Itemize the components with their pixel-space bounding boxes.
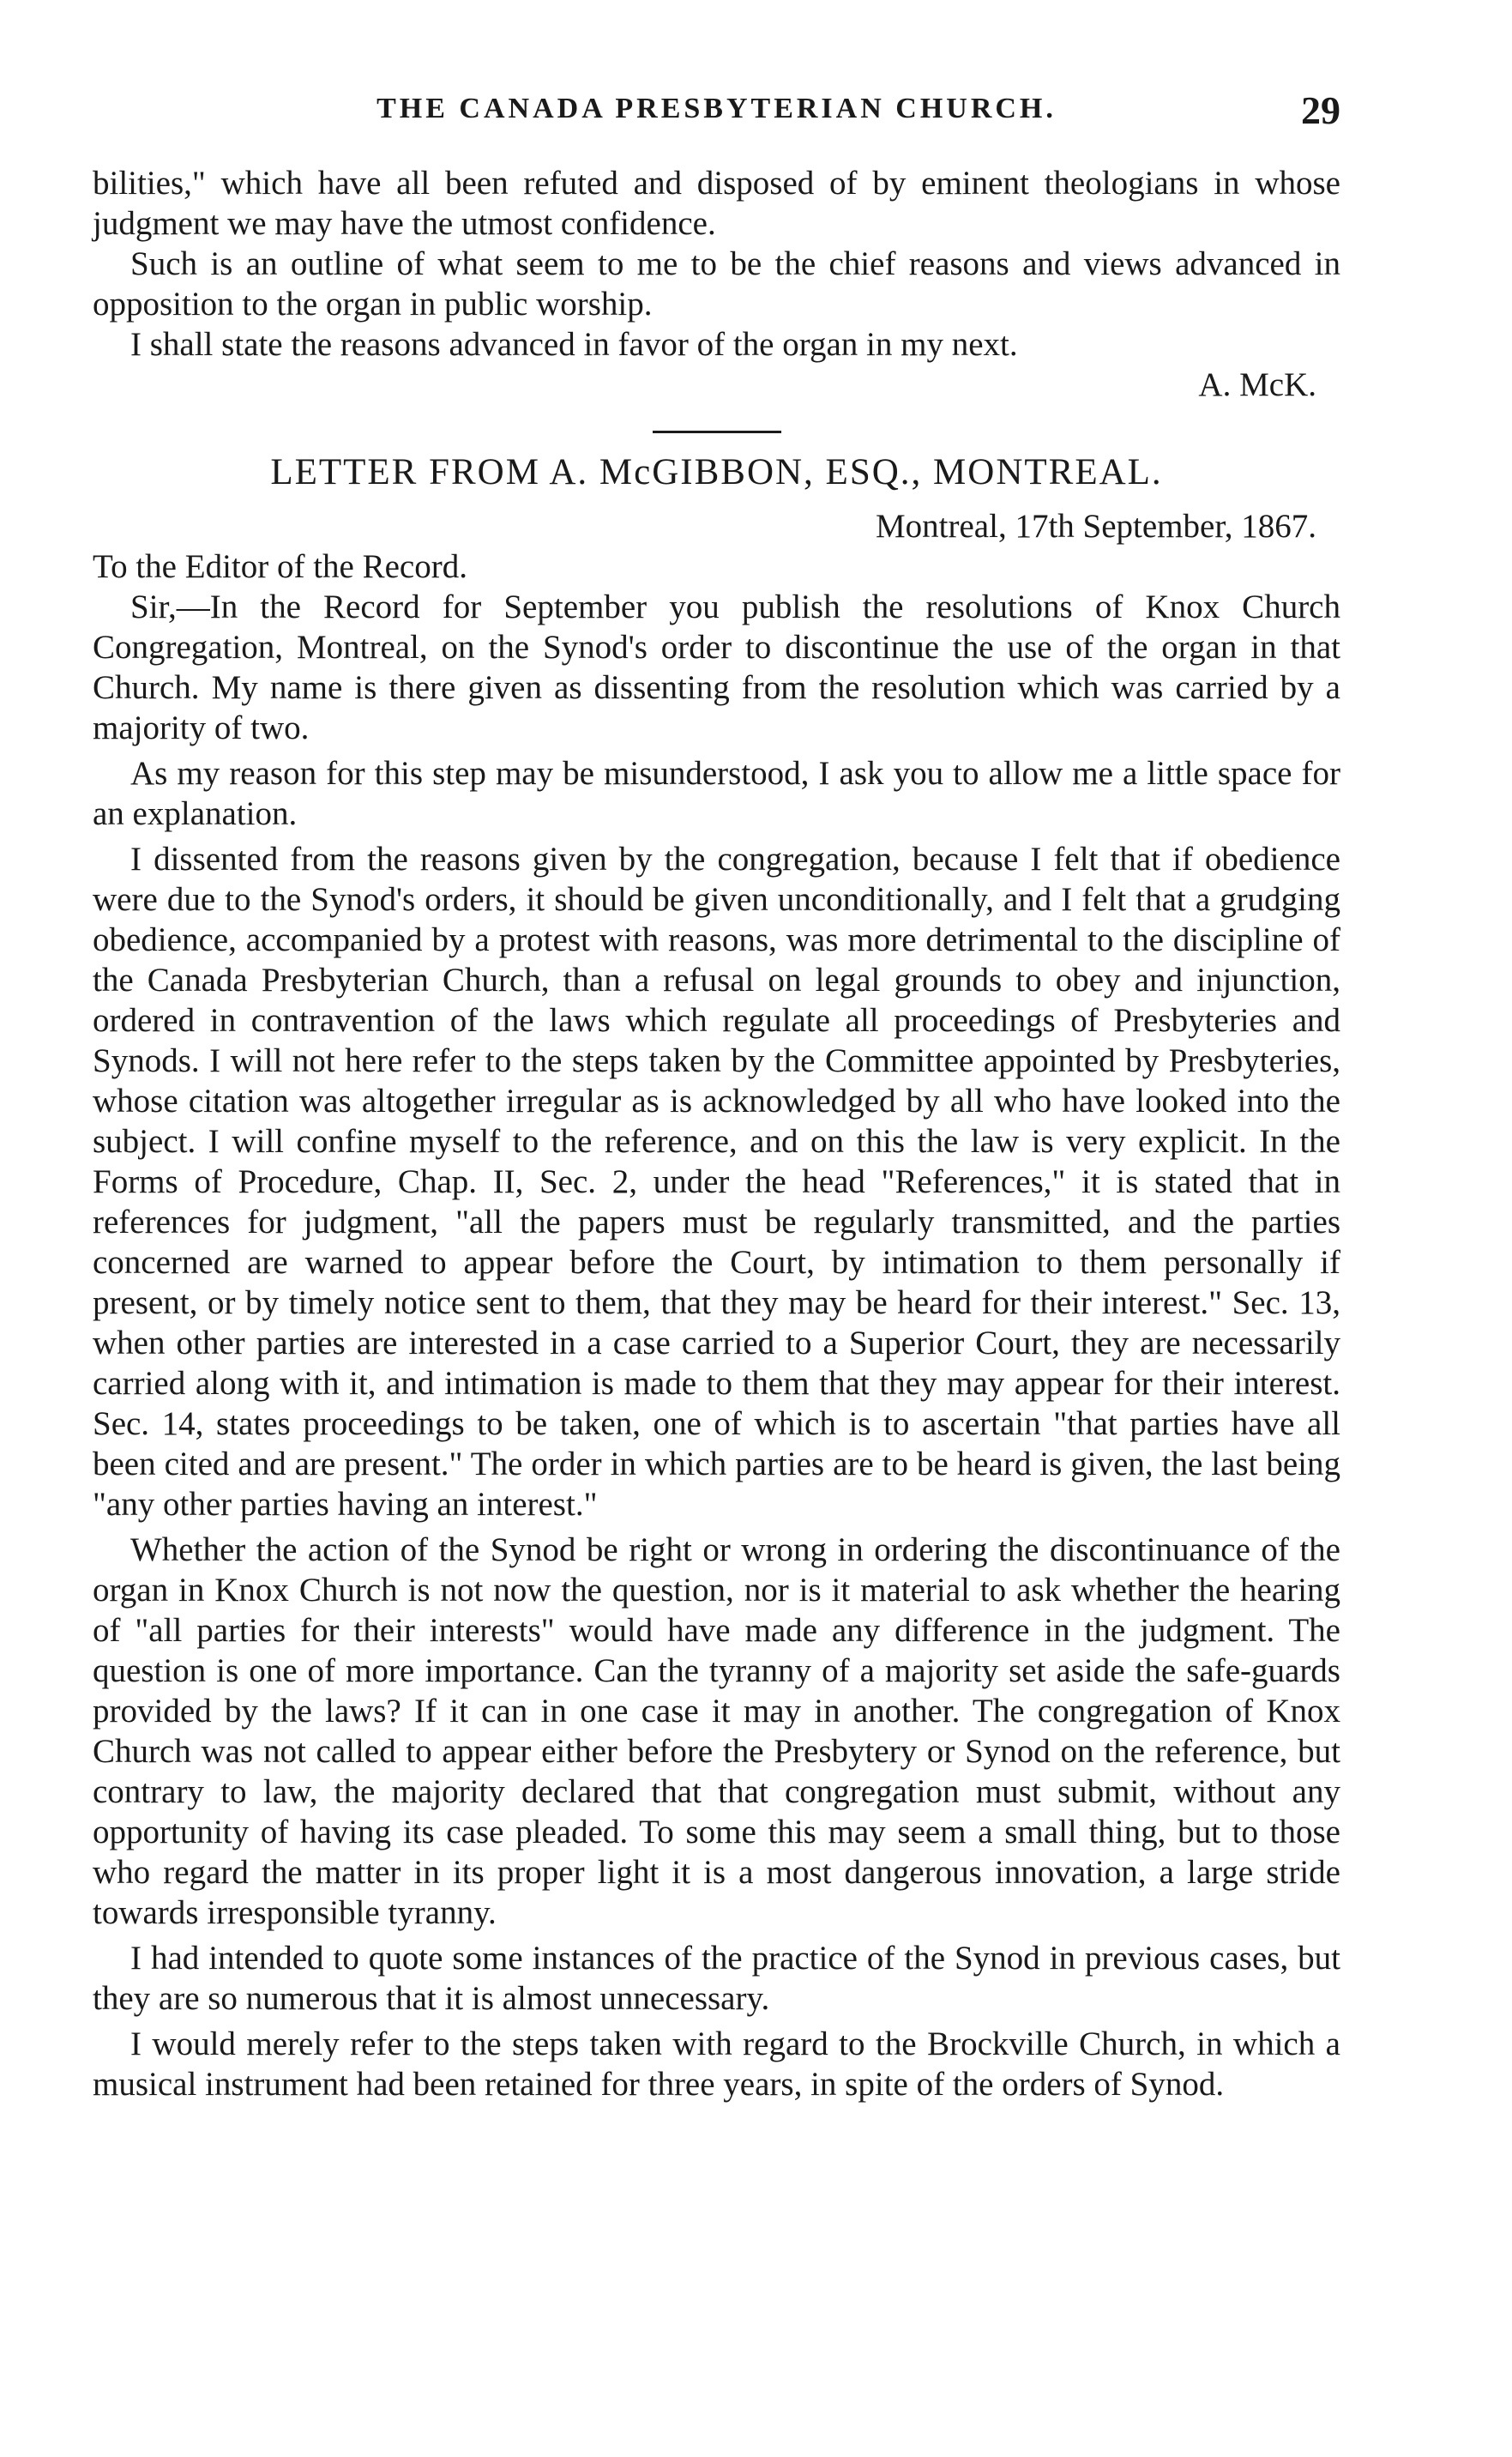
letter-dateline: Montreal, 17th September, 1867. (875, 508, 1316, 545)
letter-paragraph: I had intended to quote some instances of the practice of the Synod in previous cases, but they are so numerous that it is almost unnecessary. (93, 1940, 1340, 2017)
page-body (93, 163, 1340, 2104)
letter-paragraph: As my reason for this step may be misunderstood, I ask you to allow me a little space for an explanation. (93, 755, 1340, 832)
letter-paragraph: Sir,—In the Record for September you publish the resolutions of Knox Church Congregation, Montreal, on the Synod's order to discontinue the use of the organ in that Church. My name is there given as dissenting from the resolution which was carried by a majority of two. (93, 589, 1340, 746)
previous-article-paragraph: bilities," which have all been refuted and disposed of by eminent theologians in whose judgment we may have the utmost confidence. (93, 165, 1340, 242)
letter-paragraph: I dissented from the reasons given by the congregation, because I felt that if obedience were due to the Synod's orders, it should be given unconditionally, and I felt that a grudging obedience, accompanied by a protest with reasons, was more detrimental to the discipline of the Canada Presbyterian Church, than a refusal on legal grounds to obey and injunction, ordered in contravention of the laws which regulate all proceedings of Presbyteries and Synods. I will not here refer to the steps taken by the Committee appointed by Presbyteries, whose citation was altogether irregular as is acknowledged by all who have looked into the subject. I will confine myself to the reference, and on this the law is very explicit. In the Forms of Procedure, Chap. II, Sec. 2, under the head "References," it is stated that in references for judgment, "all the papers must be regularly transmitted, and the parties concerned are warned to appear before the Court, by intimation to them personally if present, or by timely notice sent to them, that they may be heard for their interest." Sec. 13, when other parties are interested in a case carried to a Superior Court, they are necessarily carried along with it, and intimation is made to them that they may appear for their interest. Sec. 14, states proceedings to be taken, one of which is to ascertain "that parties have all been cited and are present." The order in which parties are to be heard is given, the last being "any other parties having an interest." (93, 841, 1340, 1523)
running-title: THE CANADA PRESBYTERIAN CHURCH. (376, 93, 1057, 124)
author-signature: A. McK. (1198, 366, 1316, 403)
letter-paragraph: I would merely refer to the steps taken with regard to the Brockville Church, in which a musical instrument had been retained for three years, in spite of the orders of Synod. (93, 2025, 1340, 2103)
letter-title: LETTER FROM A. McGIBBON, ESQ., MONTREAL. (270, 452, 1163, 492)
letter-salutation: To the Editor of the Record. (93, 548, 467, 585)
letter-paragraph: Whether the action of the Synod be right or wrong in ordering the discontinuance of the organ in Knox Church is not now the question, nor is it material to ask whether the hearing of "all parties for their interests" would have made any difference in the judgment. The question is one of more importance. Can the tyranny of a majority set aside the safe-guards provided by the laws? If it can in one case it may in another. The congregation of Knox Church was not called to appear either before the Presbytery or Synod on the reference, but contrary to law, the majority declared that that congregation must submit, without any opportunity of having its case pleaded. To some this may seem a small thing, but to those who regard the matter in its proper light it is a most dangerous innovation, a large stride towards irresponsible tyranny. (93, 1531, 1340, 1931)
page-number: 29 (1301, 88, 1340, 132)
section-divider (653, 431, 781, 433)
previous-article-paragraph: I shall state the reasons advanced in favor of the organ in my next. (130, 326, 1018, 363)
page-header (93, 88, 1340, 144)
previous-article-paragraph: Such is an outline of what seem to me to be the chief reasons and views advanced in opposition to the organ in public worship. (93, 245, 1340, 323)
